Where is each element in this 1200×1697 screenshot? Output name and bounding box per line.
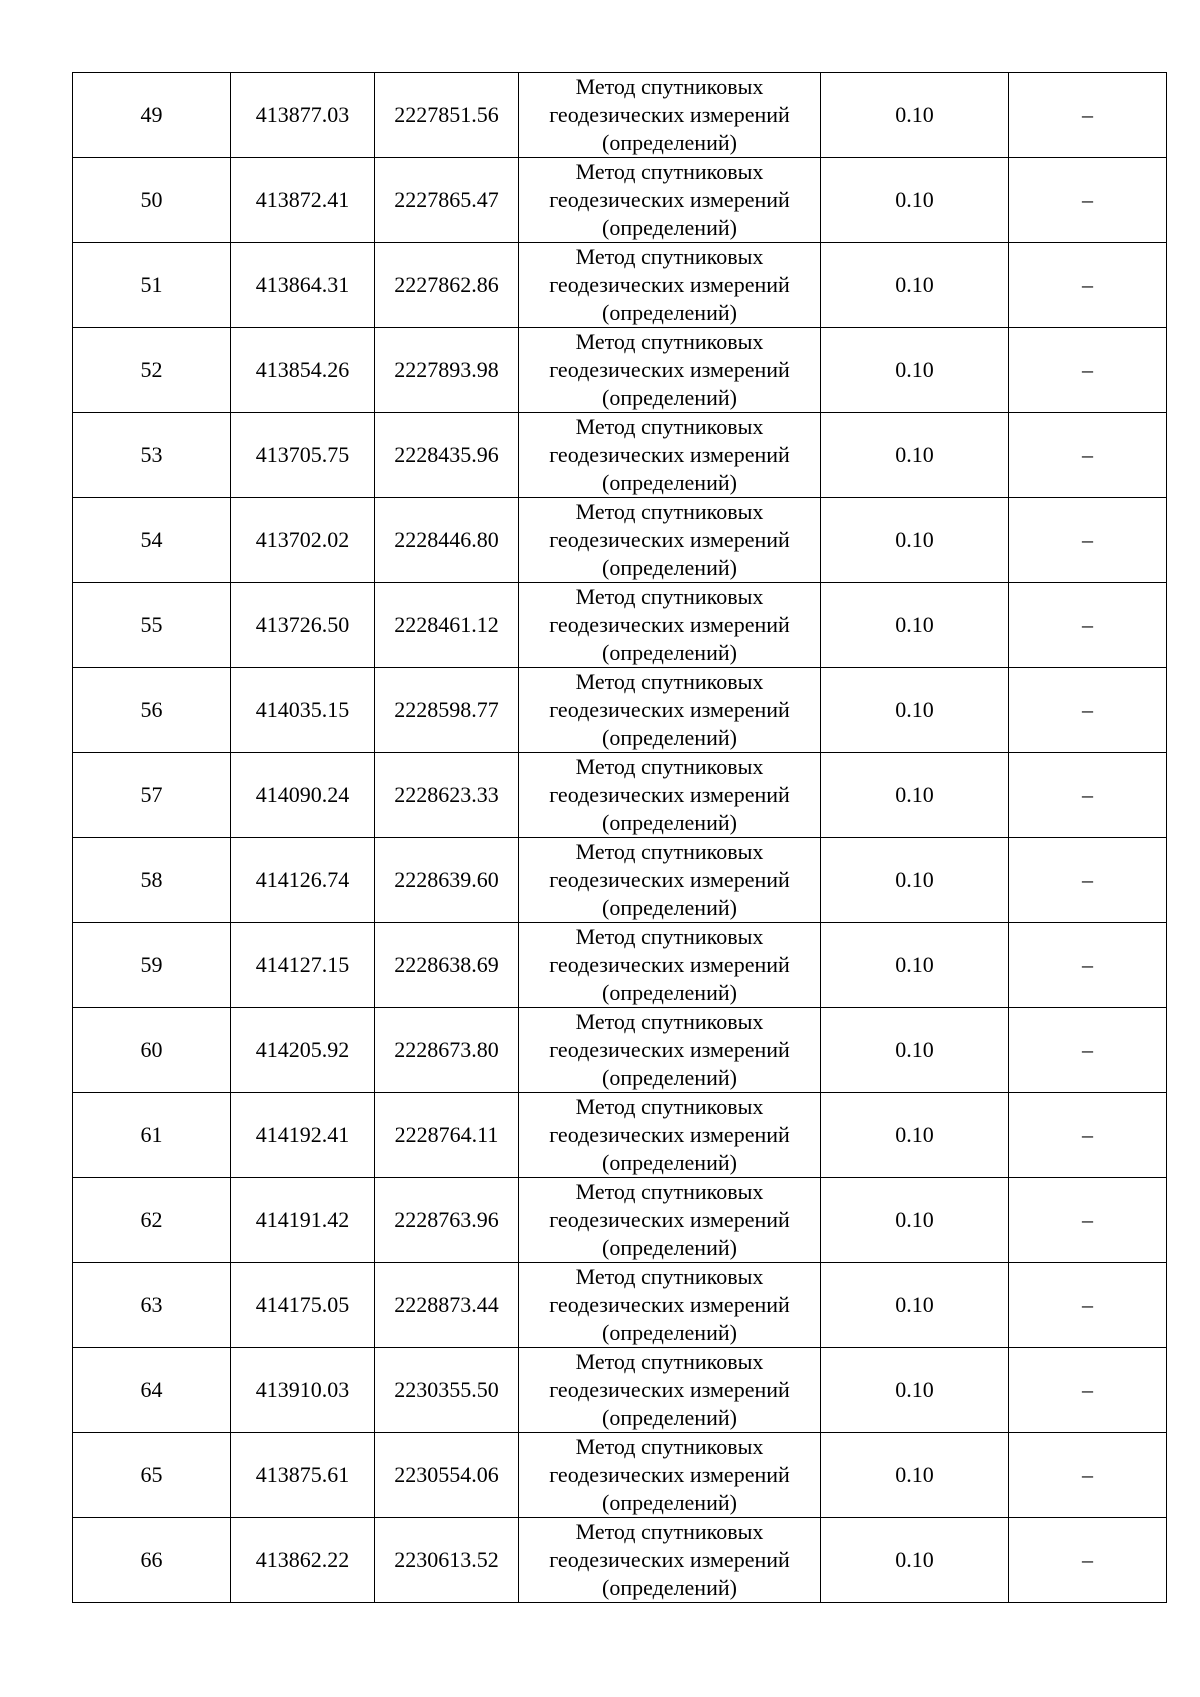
method-line: (определений) <box>602 130 737 155</box>
note-cell: – <box>1009 753 1167 838</box>
method-line: (определений) <box>602 810 737 835</box>
method-line: геодезических измерений <box>549 1377 790 1402</box>
point-number-cell: 62 <box>73 1178 231 1263</box>
y-coordinate-cell: 2228764.11 <box>375 1093 519 1178</box>
y-coordinate-cell: 2228638.69 <box>375 923 519 1008</box>
method-line: геодезических измерений <box>549 357 790 382</box>
table-row <box>73 838 1167 923</box>
method-line: Метод спутниковых <box>575 499 764 524</box>
x-coordinate-cell: 414090.24 <box>231 753 375 838</box>
note-cell: – <box>1009 1008 1167 1093</box>
method-line: геодезических измерений <box>549 1462 790 1487</box>
point-number-cell: 58 <box>73 838 231 923</box>
table-row <box>73 1263 1167 1348</box>
table-row <box>73 1348 1167 1433</box>
y-coordinate-cell: 2228446.80 <box>375 498 519 583</box>
note-cell: – <box>1009 1178 1167 1263</box>
note-cell: – <box>1009 328 1167 413</box>
method-line: (определений) <box>602 1575 737 1600</box>
accuracy-cell: 0.10 <box>821 923 1009 1008</box>
x-coordinate-cell: 413726.50 <box>231 583 375 668</box>
accuracy-cell: 0.10 <box>821 73 1009 158</box>
method-line: геодезических измерений <box>549 1037 790 1062</box>
method-line: (определений) <box>602 725 737 750</box>
method-cell <box>519 1433 821 1518</box>
method-line: Метод спутниковых <box>575 1519 764 1544</box>
y-coordinate-cell: 2228673.80 <box>375 1008 519 1093</box>
method-line: Метод спутниковых <box>575 1434 764 1459</box>
point-number-cell: 56 <box>73 668 231 753</box>
method-line: (определений) <box>602 470 737 495</box>
y-coordinate-cell: 2228435.96 <box>375 413 519 498</box>
method-line: (определений) <box>602 1405 737 1430</box>
note-cell: – <box>1009 1263 1167 1348</box>
x-coordinate-cell: 414175.05 <box>231 1263 375 1348</box>
note-cell: – <box>1009 1518 1167 1603</box>
table-row <box>73 243 1167 328</box>
y-coordinate-cell: 2228461.12 <box>375 583 519 668</box>
method-line: (определений) <box>602 1320 737 1345</box>
method-cell <box>519 838 821 923</box>
point-number-cell: 53 <box>73 413 231 498</box>
x-coordinate-cell: 413702.02 <box>231 498 375 583</box>
method-cell <box>519 158 821 243</box>
x-coordinate-cell: 413864.31 <box>231 243 375 328</box>
accuracy-cell: 0.10 <box>821 1433 1009 1518</box>
accuracy-cell: 0.10 <box>821 1178 1009 1263</box>
method-line: (определений) <box>602 1065 737 1090</box>
point-number-cell: 60 <box>73 1008 231 1093</box>
method-cell <box>519 413 821 498</box>
method-cell <box>519 1093 821 1178</box>
table-row <box>73 753 1167 838</box>
method-line: геодезических измерений <box>549 1292 790 1317</box>
method-cell <box>519 328 821 413</box>
table-row <box>73 498 1167 583</box>
method-cell <box>519 498 821 583</box>
method-cell <box>519 668 821 753</box>
accuracy-cell: 0.10 <box>821 838 1009 923</box>
method-line: Метод спутниковых <box>575 669 764 694</box>
accuracy-cell: 0.10 <box>821 583 1009 668</box>
method-line: геодезических измерений <box>549 187 790 212</box>
note-cell: – <box>1009 413 1167 498</box>
point-number-cell: 54 <box>73 498 231 583</box>
x-coordinate-cell: 414205.92 <box>231 1008 375 1093</box>
x-coordinate-cell: 414191.42 <box>231 1178 375 1263</box>
x-coordinate-cell: 413910.03 <box>231 1348 375 1433</box>
method-cell <box>519 1518 821 1603</box>
x-coordinate-cell: 413872.41 <box>231 158 375 243</box>
x-coordinate-cell: 413705.75 <box>231 413 375 498</box>
table-row <box>73 1433 1167 1518</box>
method-line: (определений) <box>602 300 737 325</box>
y-coordinate-cell: 2230355.50 <box>375 1348 519 1433</box>
accuracy-cell: 0.10 <box>821 1263 1009 1348</box>
accuracy-cell: 0.10 <box>821 753 1009 838</box>
point-number-cell: 59 <box>73 923 231 1008</box>
method-line: геодезических измерений <box>549 867 790 892</box>
accuracy-cell: 0.10 <box>821 243 1009 328</box>
accuracy-cell: 0.10 <box>821 413 1009 498</box>
method-line: Метод спутниковых <box>575 159 764 184</box>
note-cell: – <box>1009 243 1167 328</box>
accuracy-cell: 0.10 <box>821 1348 1009 1433</box>
y-coordinate-cell: 2230554.06 <box>375 1433 519 1518</box>
note-cell: – <box>1009 498 1167 583</box>
y-coordinate-cell: 2227862.86 <box>375 243 519 328</box>
method-line: геодезических измерений <box>549 102 790 127</box>
method-line: геодезических измерений <box>549 1547 790 1572</box>
y-coordinate-cell: 2228763.96 <box>375 1178 519 1263</box>
y-coordinate-cell: 2230613.52 <box>375 1518 519 1603</box>
method-line: геодезических измерений <box>549 952 790 977</box>
method-line: (определений) <box>602 1490 737 1515</box>
method-line: Метод спутниковых <box>575 1179 764 1204</box>
method-cell <box>519 1348 821 1433</box>
note-cell: – <box>1009 668 1167 753</box>
x-coordinate-cell: 413875.61 <box>231 1433 375 1518</box>
method-line: Метод спутниковых <box>575 924 764 949</box>
x-coordinate-cell: 413862.22 <box>231 1518 375 1603</box>
method-line: Метод спутниковых <box>575 329 764 354</box>
x-coordinate-cell: 413854.26 <box>231 328 375 413</box>
method-line: геодезических измерений <box>549 272 790 297</box>
note-cell: – <box>1009 73 1167 158</box>
y-coordinate-cell: 2227865.47 <box>375 158 519 243</box>
method-line: геодезических измерений <box>549 782 790 807</box>
note-cell: – <box>1009 923 1167 1008</box>
table-row <box>73 1518 1167 1603</box>
method-line: геодезических измерений <box>549 442 790 467</box>
table-row <box>73 413 1167 498</box>
point-number-cell: 66 <box>73 1518 231 1603</box>
accuracy-cell: 0.10 <box>821 498 1009 583</box>
method-line: геодезических измерений <box>549 1122 790 1147</box>
method-line: (определений) <box>602 1235 737 1260</box>
table-row <box>73 73 1167 158</box>
method-cell <box>519 1263 821 1348</box>
method-line: Метод спутниковых <box>575 1264 764 1289</box>
method-line: Метод спутниковых <box>575 754 764 779</box>
coordinates-table <box>72 72 1167 1603</box>
method-cell <box>519 1178 821 1263</box>
point-number-cell: 51 <box>73 243 231 328</box>
table-row <box>73 1178 1167 1263</box>
accuracy-cell: 0.10 <box>821 668 1009 753</box>
document-page <box>72 72 1166 1603</box>
table-row <box>73 668 1167 753</box>
method-line: Метод спутниковых <box>575 1094 764 1119</box>
accuracy-cell: 0.10 <box>821 328 1009 413</box>
point-number-cell: 61 <box>73 1093 231 1178</box>
point-number-cell: 49 <box>73 73 231 158</box>
point-number-cell: 57 <box>73 753 231 838</box>
y-coordinate-cell: 2227851.56 <box>375 73 519 158</box>
method-line: геодезических измерений <box>549 697 790 722</box>
method-cell <box>519 923 821 1008</box>
point-number-cell: 63 <box>73 1263 231 1348</box>
method-line: (определений) <box>602 555 737 580</box>
note-cell: – <box>1009 838 1167 923</box>
point-number-cell: 64 <box>73 1348 231 1433</box>
note-cell: – <box>1009 158 1167 243</box>
y-coordinate-cell: 2228639.60 <box>375 838 519 923</box>
method-line: геодезических измерений <box>549 612 790 637</box>
point-number-cell: 55 <box>73 583 231 668</box>
method-cell <box>519 583 821 668</box>
x-coordinate-cell: 414127.15 <box>231 923 375 1008</box>
accuracy-cell: 0.10 <box>821 1518 1009 1603</box>
x-coordinate-cell: 414126.74 <box>231 838 375 923</box>
method-line: (определений) <box>602 215 737 240</box>
table-row <box>73 328 1167 413</box>
method-cell <box>519 1008 821 1093</box>
x-coordinate-cell: 413877.03 <box>231 73 375 158</box>
method-line: Метод спутниковых <box>575 244 764 269</box>
note-cell: – <box>1009 1433 1167 1518</box>
y-coordinate-cell: 2228623.33 <box>375 753 519 838</box>
note-cell: – <box>1009 1093 1167 1178</box>
y-coordinate-cell: 2228873.44 <box>375 1263 519 1348</box>
method-line: (определений) <box>602 640 737 665</box>
coordinates-table-body <box>73 73 1167 1603</box>
method-line: (определений) <box>602 385 737 410</box>
method-line: Метод спутниковых <box>575 1349 764 1374</box>
method-line: (определений) <box>602 1150 737 1175</box>
y-coordinate-cell: 2227893.98 <box>375 328 519 413</box>
method-line: Метод спутниковых <box>575 74 764 99</box>
table-row <box>73 1008 1167 1093</box>
point-number-cell: 65 <box>73 1433 231 1518</box>
method-cell <box>519 753 821 838</box>
table-row <box>73 158 1167 243</box>
x-coordinate-cell: 414035.15 <box>231 668 375 753</box>
table-row <box>73 1093 1167 1178</box>
method-cell <box>519 73 821 158</box>
y-coordinate-cell: 2228598.77 <box>375 668 519 753</box>
method-line: Метод спутниковых <box>575 1009 764 1034</box>
accuracy-cell: 0.10 <box>821 1093 1009 1178</box>
accuracy-cell: 0.10 <box>821 1008 1009 1093</box>
x-coordinate-cell: 414192.41 <box>231 1093 375 1178</box>
method-line: Метод спутниковых <box>575 584 764 609</box>
accuracy-cell: 0.10 <box>821 158 1009 243</box>
method-line: Метод спутниковых <box>575 839 764 864</box>
point-number-cell: 50 <box>73 158 231 243</box>
method-line: геодезических измерений <box>549 1207 790 1232</box>
method-line: (определений) <box>602 980 737 1005</box>
table-row <box>73 583 1167 668</box>
method-line: (определений) <box>602 895 737 920</box>
method-line: Метод спутниковых <box>575 414 764 439</box>
method-line: геодезических измерений <box>549 527 790 552</box>
point-number-cell: 52 <box>73 328 231 413</box>
note-cell: – <box>1009 583 1167 668</box>
note-cell: – <box>1009 1348 1167 1433</box>
table-row <box>73 923 1167 1008</box>
method-cell <box>519 243 821 328</box>
